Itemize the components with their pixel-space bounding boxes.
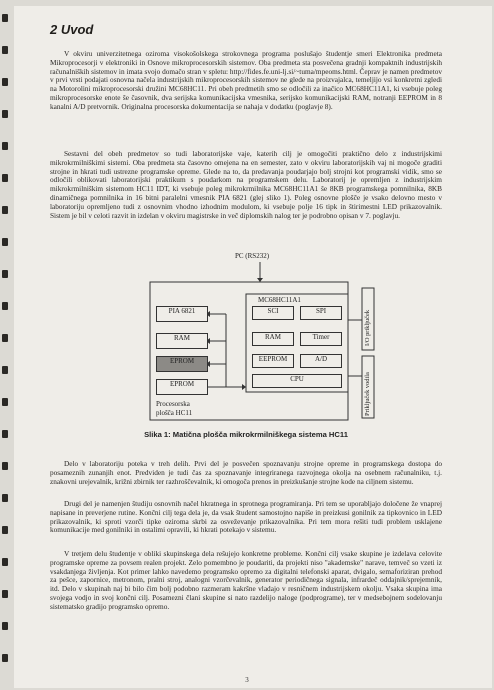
binder-hole — [2, 110, 8, 118]
binder-hole — [2, 462, 8, 470]
spi-label: SPI — [315, 307, 327, 315]
ad-label: A/D — [314, 355, 328, 363]
binder-hole — [2, 430, 8, 438]
diagram-lines — [50, 248, 442, 428]
section-heading: 2 Uvod — [50, 22, 94, 37]
pia-label: PIA 6821 — [168, 307, 196, 315]
eprom-label: EPROM — [169, 380, 195, 388]
binder-hole — [2, 526, 8, 534]
binder-hole — [2, 78, 8, 86]
binder-hole — [2, 14, 8, 22]
paragraph-intro: V okviru univerzitetnega oziroma visokošolskega strokovnega programa poslušajo študentje smeri Elektronika predmeta Mikroprocesorji v elektroniki in Osnove mikroprocesorskih sistemov. Oba predmeta sta posvečena gradnji kompaktnih industrijskih računalniških sistemov in imata svojo domačo stran v spletu: http://fides.fe.uni-lj.si/~tuma/mpeoms.html. Čeprav je namen predmetov v prvi vrsti podajati osnovna načela industrijskih mikroprocesorskih sistemov ne glede na proizvajalca, temeljijo vsi konkretni zgledi na Motorolini mikroprocesorski družini MC68HC11. Pri obeh predmetih smo se odločili za inačico MC68HC11A1, ki vsebuje poleg mikroprocesorske enote še časovnik, dva serijska komunikacijska vmesnika, serijsko komunikacijski RAM, notranji EEPROM in 8 kanalni A/D pretvornik. Originalna procesorska dokumentacija se nahaja v dodatku (poglavje 8). — [50, 49, 442, 111]
cpu-label: CPU — [290, 375, 304, 383]
ad-block — [300, 354, 342, 368]
pc-rs232-label: PC (RS232) — [235, 252, 270, 260]
ram-left-label: RAM — [174, 334, 190, 342]
page-number: 3 — [245, 676, 249, 684]
binder-hole — [2, 142, 8, 150]
board-label-line1: Procesorska — [156, 400, 190, 408]
eprom-highlight-block — [156, 356, 208, 372]
binder-hole — [2, 302, 8, 310]
board-diagram — [50, 248, 442, 428]
eprom-highlight-label: EPROM — [169, 357, 195, 365]
paragraph-lab: Sestavni del obeh predmetov so tudi laboratorijske vaje, katerih cilj je omogočiti praktično delo z industrijskimi mikrokrmilniškimi sistemi. Oba predmeta sta časovno omejena na en semester, zato v okviru laboratorijskih vaj ni mogoče graditi strojne in hkrati tudi ustrezne programske opreme. Glede na to, da predavanja poudarjajo bolj strojni kot programski vidik, smo se odločili oblikovati laboratorijski praktikum s poudarkom na programskem delu. Laboratorij je opremljen z industrijskim mikrokrmilniškim sistemom HC11 IDT, ki vsebuje poleg mikrokrmilnika MC68HC11A1 še 8KB programskega pomnilnika, 8KB dinamičnega pomnilnika in 16 bitni paralelni vmesnik PIA 6821 (glej sliko 1). Poleg osnovne plošče je vsako delovno mesto v laboratoriju opremljeno tudi z osnovnim vhodno izhodnim modulom, ki vsebuje polje 16 tipk in štirimestni LED prikazovalnik. Sistem je bil v celoti razvit in izdelan v okviru magistrske in več diplomskih nalog ter je podrobno opisan v 7. poglavju. — [50, 149, 442, 220]
mcu-label: MC68HC11A1 — [258, 296, 301, 304]
sci-label: SCI — [267, 307, 279, 315]
timer-block — [300, 332, 342, 346]
binder-holes — [0, 0, 12, 690]
spi-block — [300, 306, 342, 320]
ram-left-block — [156, 333, 208, 349]
binder-hole — [2, 46, 8, 54]
binder-hole — [2, 174, 8, 182]
binder-hole — [2, 622, 8, 630]
binder-hole — [2, 238, 8, 246]
figure-caption: Slika 1: Matična plošča mikrokrmilniškega sistema HC11 — [144, 430, 348, 439]
eprom-block — [156, 379, 208, 395]
binder-hole — [2, 334, 8, 342]
eeprom-label: EEPROM — [258, 355, 288, 363]
eeprom-block — [252, 354, 294, 368]
bus-connector-label: Priključek vodila — [364, 372, 371, 416]
ram-inner-block — [252, 332, 294, 346]
paragraph-part-two: Drugi del je namenjen študiju osnovnih načel hkratnega in sprotnega programiranja. Pri tem se uporabljajo določene že vnaprej napisane in preverjene rutine. Končni cilj tega dela je, da vsak študent samostojno napiše in preizkusi gonilnik za tipkovnico in LED prikazovalnik, ki sproti vzorči tipke oziroma skrbi za osveževanje prikazovalnika. Pri tem mora rešiti tudi problem usklajene komunikacije med gonilniki in ostalimi opravili, ki hkrati potekajo v sistemu. — [50, 499, 442, 535]
cpu-block — [252, 374, 342, 388]
binder-hole — [2, 558, 8, 566]
ram-inner-label: RAM — [265, 333, 281, 341]
binder-hole — [2, 654, 8, 662]
binder-hole — [2, 590, 8, 598]
board-label-line2: plošča HC11 — [156, 409, 193, 417]
sci-block — [252, 306, 294, 320]
paragraph-part-three: V tretjem delu študentje v obliki skupinskega dela rešujejo konkretne probleme. Končni cilj vsake skupine je izdelava celovite programske opreme za povsem realen projekt. Zelo pomembno je poudariti, da projekti niso "akademske" narave, temveč so vzeti iz vsakdanjega življenja. Kot primer lahko navedemo programsko opremo za digitalni telefonski aparat, dvigalo, semaforiziran prehod za pešce, zapornice, metronom, pralni stroj, analogni vzorčevalnik, generator periodičnega signala, infrardeč oddajnik/sprejemnik, itd. Delo v skupinah naj bi bilo čim bolj podobno razmeram kakršne vladajo v resničnem industrijskem okolju. Vsaka skupina ima svojega vodjo in svoj končni cilj. Posamezni člani skupine si nato razdelijo naloge (podprograme), ter v medsebojnem sodelovanju sistematsko gradijo programsko opremo. — [50, 549, 442, 611]
io-connector-label: I/O priključek — [364, 309, 371, 346]
binder-hole — [2, 206, 8, 214]
pia-block — [156, 306, 208, 322]
binder-hole — [2, 366, 8, 374]
binder-hole — [2, 270, 8, 278]
paragraph-part-one: Delo v laboratoriju poteka v treh delih. Prvi del je posvečen spoznavanju strojne opreme in programskega dostopa do posameznih zunanjih enot. Predviden je tudi čas za spoznavanje integriranega razvojnega okolja na osebnem računalniku, t.j. znakovni urejevalnik, križni zbirnik ter razhroščevalnik, ki omogoča prenos in preizkušanje strojne kode na ciljnem sistemu. — [50, 459, 442, 486]
binder-hole — [2, 494, 8, 502]
timer-label: Timer — [312, 333, 330, 341]
binder-hole — [2, 398, 8, 406]
